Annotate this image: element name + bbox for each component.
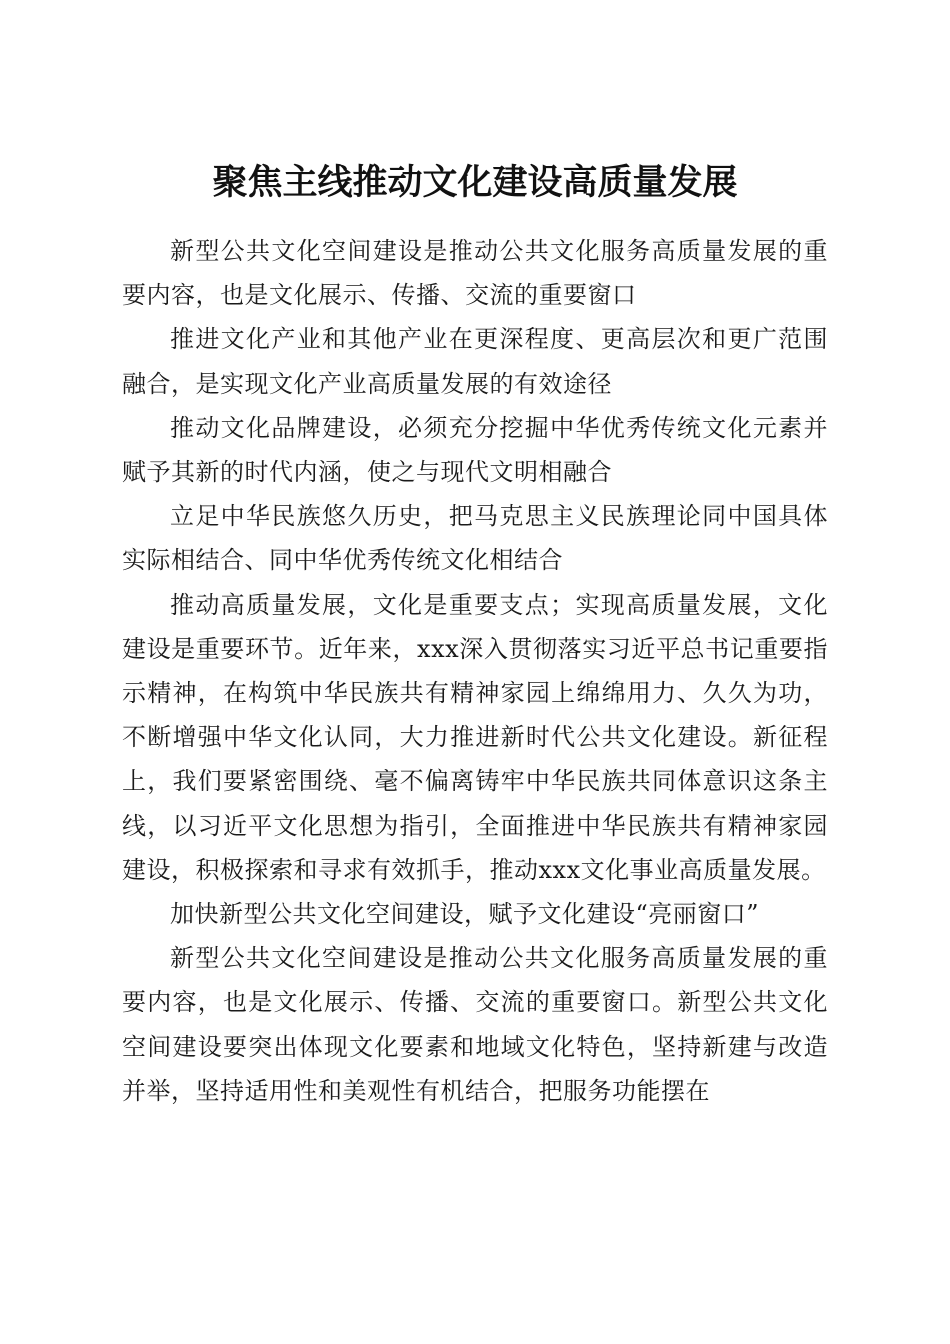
- document-title: 聚焦主线推动文化建设高质量发展: [212, 162, 738, 204]
- paragraph: 推进文化产业和其他产业在更深程度、更高层次和更广范围融合，是实现文化产业高质量发展的有效途径: [122, 325, 828, 398]
- document-body: [122, 229, 828, 1113]
- paragraph: 新型公共文化空间建设是推动公共文化服务高质量发展的重要内容，也是文化展示、传播、交流的重要窗口。新型公共文化空间建设要突出体现文化要素和地域文化特色，坚持新建与改造并举，坚持适用性和美观性有机结合，把服务功能摆在: [122, 944, 828, 1105]
- paragraph: 推动文化品牌建设，必须充分挖掘中华优秀传统文化元素并赋予其新的时代内涵，使之与现代文明相融合: [122, 413, 828, 487]
- paragraph: 新型公共文化空间建设是推动公共文化服务高质量发展的重要内容，也是文化展示、传播、交流的重要窗口: [122, 237, 828, 310]
- section-heading: 加快新型公共文化空间建设，赋予文化建设“亮丽窗口”: [170, 900, 760, 929]
- paragraph: 立足中华民族悠久历史，把马克思主义民族理论同中国具体实际相结合、同中华优秀传统文化相结合: [122, 502, 828, 575]
- paragraph: 推动高质量发展，文化是重要支点；实现高质量发展，文化建设是重要环节。近年来，xxx深入贯彻落实习近平总书记重要指示精神，在构筑中华民族共有精神家园上绵绵用力、久久为功，不断增强中华文化认同，大力推进新时代公共文化建设。新征程上，我们要紧密围绕、毫不偏离铸牢中华民族共同体意识这条主线，以习近平文化思想为指引，全面推进中华民族共有精神家园建设，积极探索和寻求有效抓手，推动xxx文化事业高质量发展。: [122, 590, 828, 884]
